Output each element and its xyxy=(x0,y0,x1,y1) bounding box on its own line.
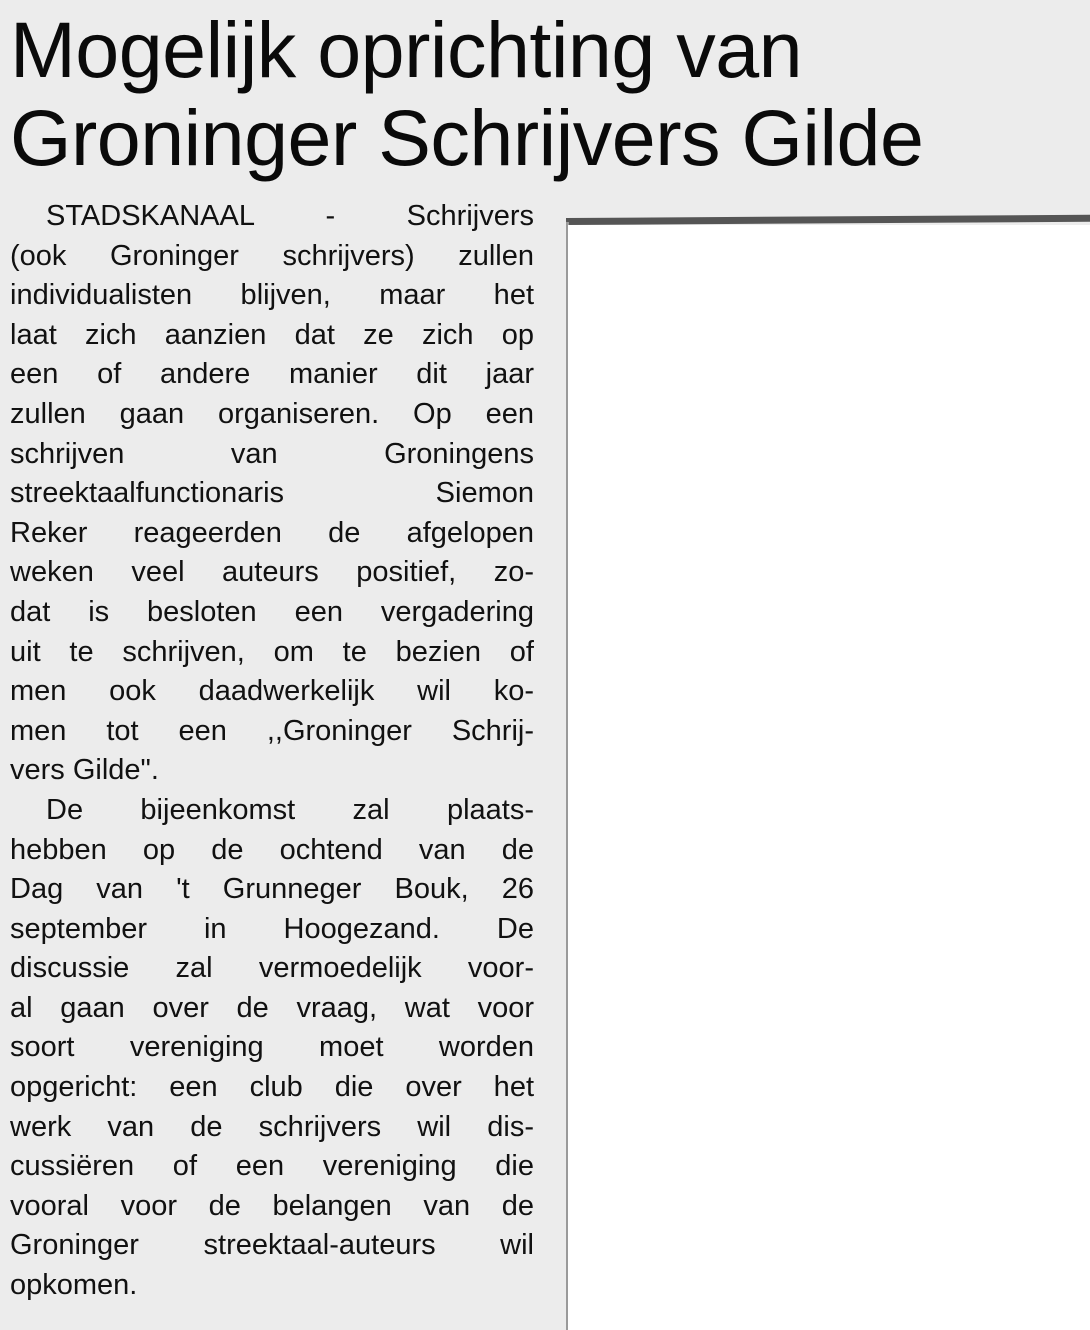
text-line: vers Gilde". xyxy=(10,754,159,787)
blank-paper-area xyxy=(568,225,1090,1330)
text-line: Groninger streektaal-auteurs wil xyxy=(10,1229,534,1262)
article-headline xyxy=(10,6,1085,182)
text-line: dat is besloten een vergadering xyxy=(10,595,534,628)
headline-line: Groninger Schrijvers Gilde xyxy=(10,93,924,182)
article-paragraph xyxy=(10,791,534,1306)
text-line: al gaan over de vraag, wat voor xyxy=(10,991,534,1024)
clipping-cut-edge xyxy=(566,215,1090,225)
text-line: opgericht: een club die over het xyxy=(10,1071,534,1104)
headline-line: Mogelijk oprichting van xyxy=(10,5,803,94)
text-line: STADSKANAAL - Schrijvers xyxy=(46,200,534,232)
text-line: men tot een ,,Groninger Schrij- xyxy=(10,714,534,747)
text-line: individualisten blijven, maar het xyxy=(10,279,534,312)
text-line: hebben op de ochtend van de xyxy=(10,833,534,866)
text-line: opkomen. xyxy=(10,1269,138,1302)
text-line: Reker reageerden de afgelopen xyxy=(10,516,534,549)
text-line: september in Hoogezand. De xyxy=(10,912,534,945)
text-line: een of andere manier dit jaar xyxy=(10,358,534,391)
text-line: schrijven van Groningens xyxy=(10,437,534,470)
text-line: laat zich aanzien dat ze zich op xyxy=(10,318,534,351)
text-line: soort vereniging moet worden xyxy=(10,1031,534,1064)
text-line: Dag van 't Grunneger Bouk, 26 xyxy=(10,873,534,906)
text-line: uit te schrijven, om te bezien of xyxy=(10,635,534,668)
text-line: De bijeenkomst zal plaats- xyxy=(46,793,534,826)
article-body xyxy=(10,197,534,1306)
text-line: streektaalfunctionaris Siemon xyxy=(10,477,534,510)
article-paragraph xyxy=(10,197,534,791)
text-line: zullen gaan organiseren. Op een xyxy=(10,397,534,430)
text-line: vooral voor de belangen van de xyxy=(10,1189,534,1222)
text-line: (ook Groninger schrijvers) zullen xyxy=(10,239,534,272)
text-line: cussiëren of een vereniging die xyxy=(10,1150,534,1183)
text-line: men ook daadwerkelijk wil ko- xyxy=(10,675,534,708)
text-line: discussie zal vermoedelijk voor- xyxy=(10,952,534,985)
text-line: werk van de schrijvers wil dis- xyxy=(10,1110,534,1143)
text-line: weken veel auteurs positief, zo- xyxy=(10,556,534,589)
